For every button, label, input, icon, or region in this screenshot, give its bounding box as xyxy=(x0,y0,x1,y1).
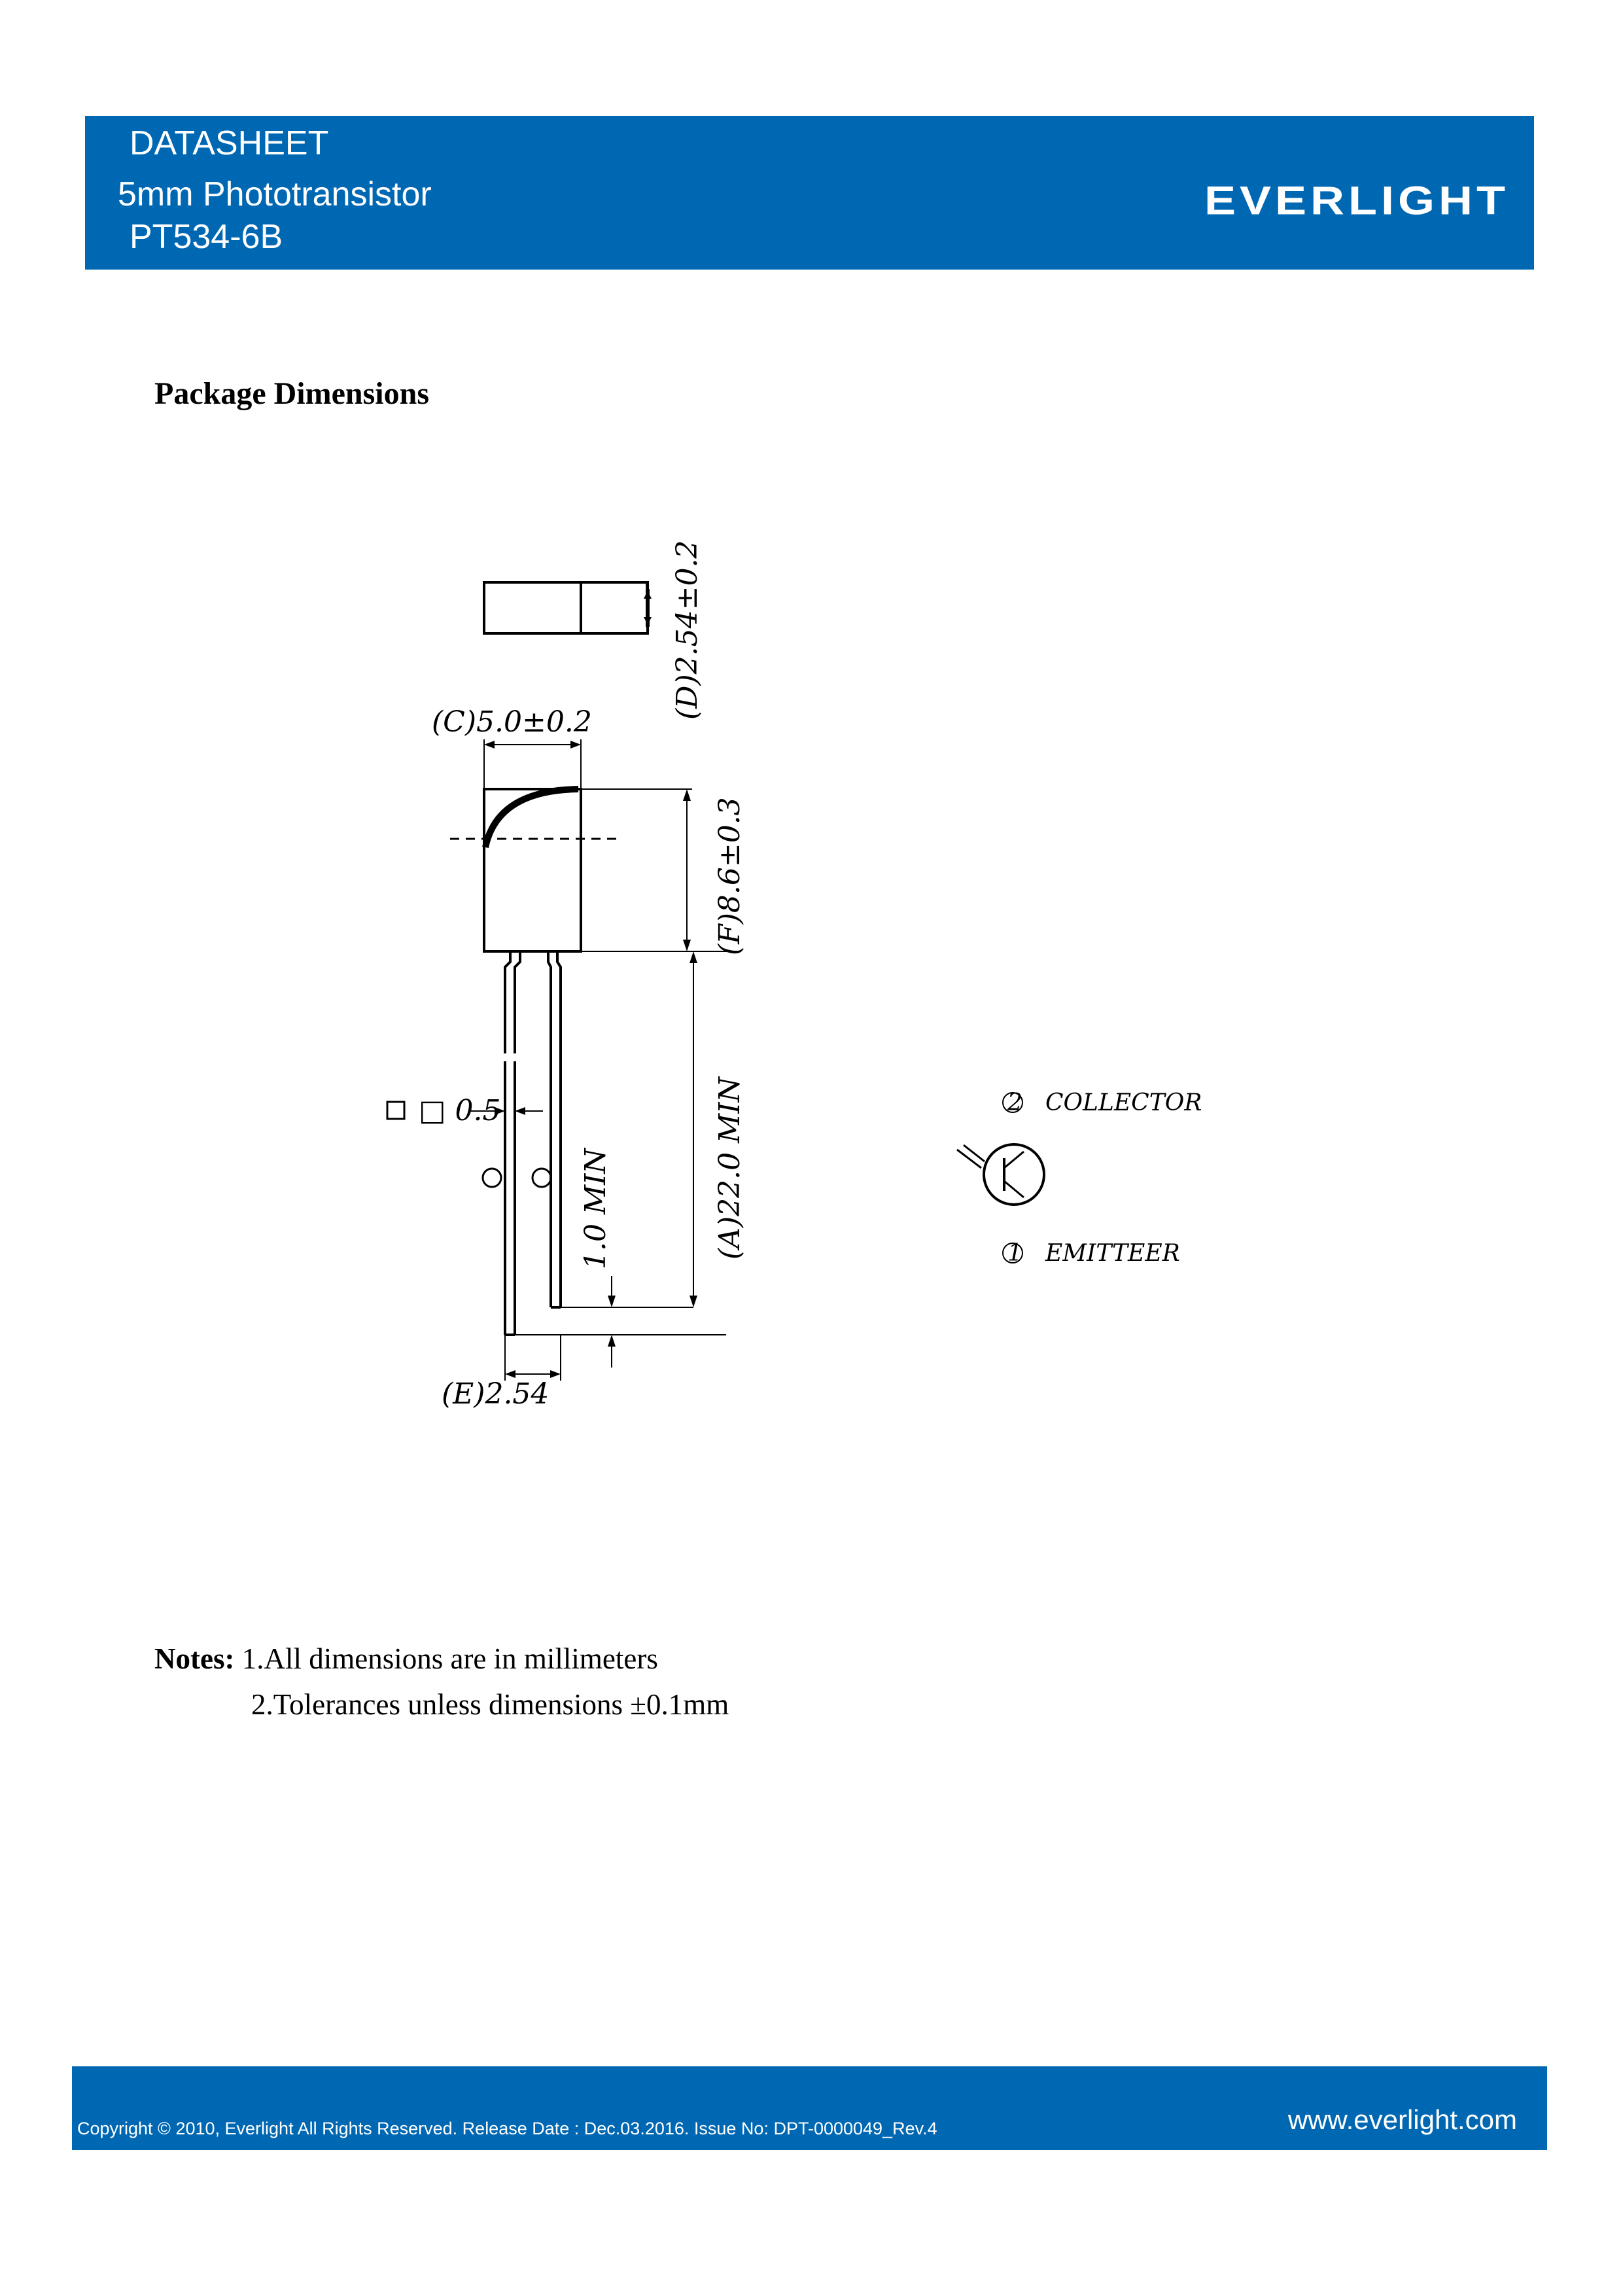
notes-block xyxy=(154,1636,729,1727)
dim-square-label: □ 0.5 xyxy=(419,1094,501,1127)
collector-label: COLLECTOR xyxy=(1045,1089,1202,1116)
dim-d-label: (D)2.54±0.2 xyxy=(671,540,704,720)
pin2-number: 2 xyxy=(1007,1089,1022,1116)
section-title: Package Dimensions xyxy=(154,376,429,411)
dim-a-label: (A)22.0 MIN xyxy=(713,1077,746,1260)
dim-c-label: (C)5.0±0.2 xyxy=(432,705,592,739)
pin1-number: 1 xyxy=(1007,1240,1022,1267)
dim-f-label: (F)8.6±0.3 xyxy=(713,797,746,955)
header-doc-type: DATASHEET xyxy=(130,124,329,162)
page-footer xyxy=(72,2066,1547,2150)
dim-e-label: (E)2.54 xyxy=(442,1377,550,1411)
dim-min-label: 1.0 MIN xyxy=(579,1148,612,1269)
pin1-marker xyxy=(483,1169,501,1187)
note-2: 2.Tolerances unless dimensions ±0.1mm xyxy=(251,1688,729,1721)
note-line-1 xyxy=(154,1636,729,1682)
note-1: 1.All dimensions are in millimeters xyxy=(241,1642,658,1675)
website-link[interactable]: www.everlight.com xyxy=(1287,2104,1517,2135)
pin2-marker xyxy=(532,1169,551,1187)
header-part-number: PT534-6B xyxy=(130,218,283,256)
copyright-text: Copyright © 2010, Everlight All Rights Reserved. Release Date : Dec.03.2016. Issue No: DPT-0000049_Rev.4 xyxy=(77,2119,937,2138)
everlight-logo: EVERLIGHT xyxy=(1204,178,1509,223)
transistor-symbol xyxy=(984,1144,1044,1205)
square-symbol xyxy=(387,1102,404,1119)
emitter-label: EMITTEER xyxy=(1045,1240,1180,1267)
notes-label: Notes: xyxy=(154,1642,235,1675)
header-product-type: 5mm Phototransistor xyxy=(118,175,432,213)
top-view-outline xyxy=(484,582,648,633)
